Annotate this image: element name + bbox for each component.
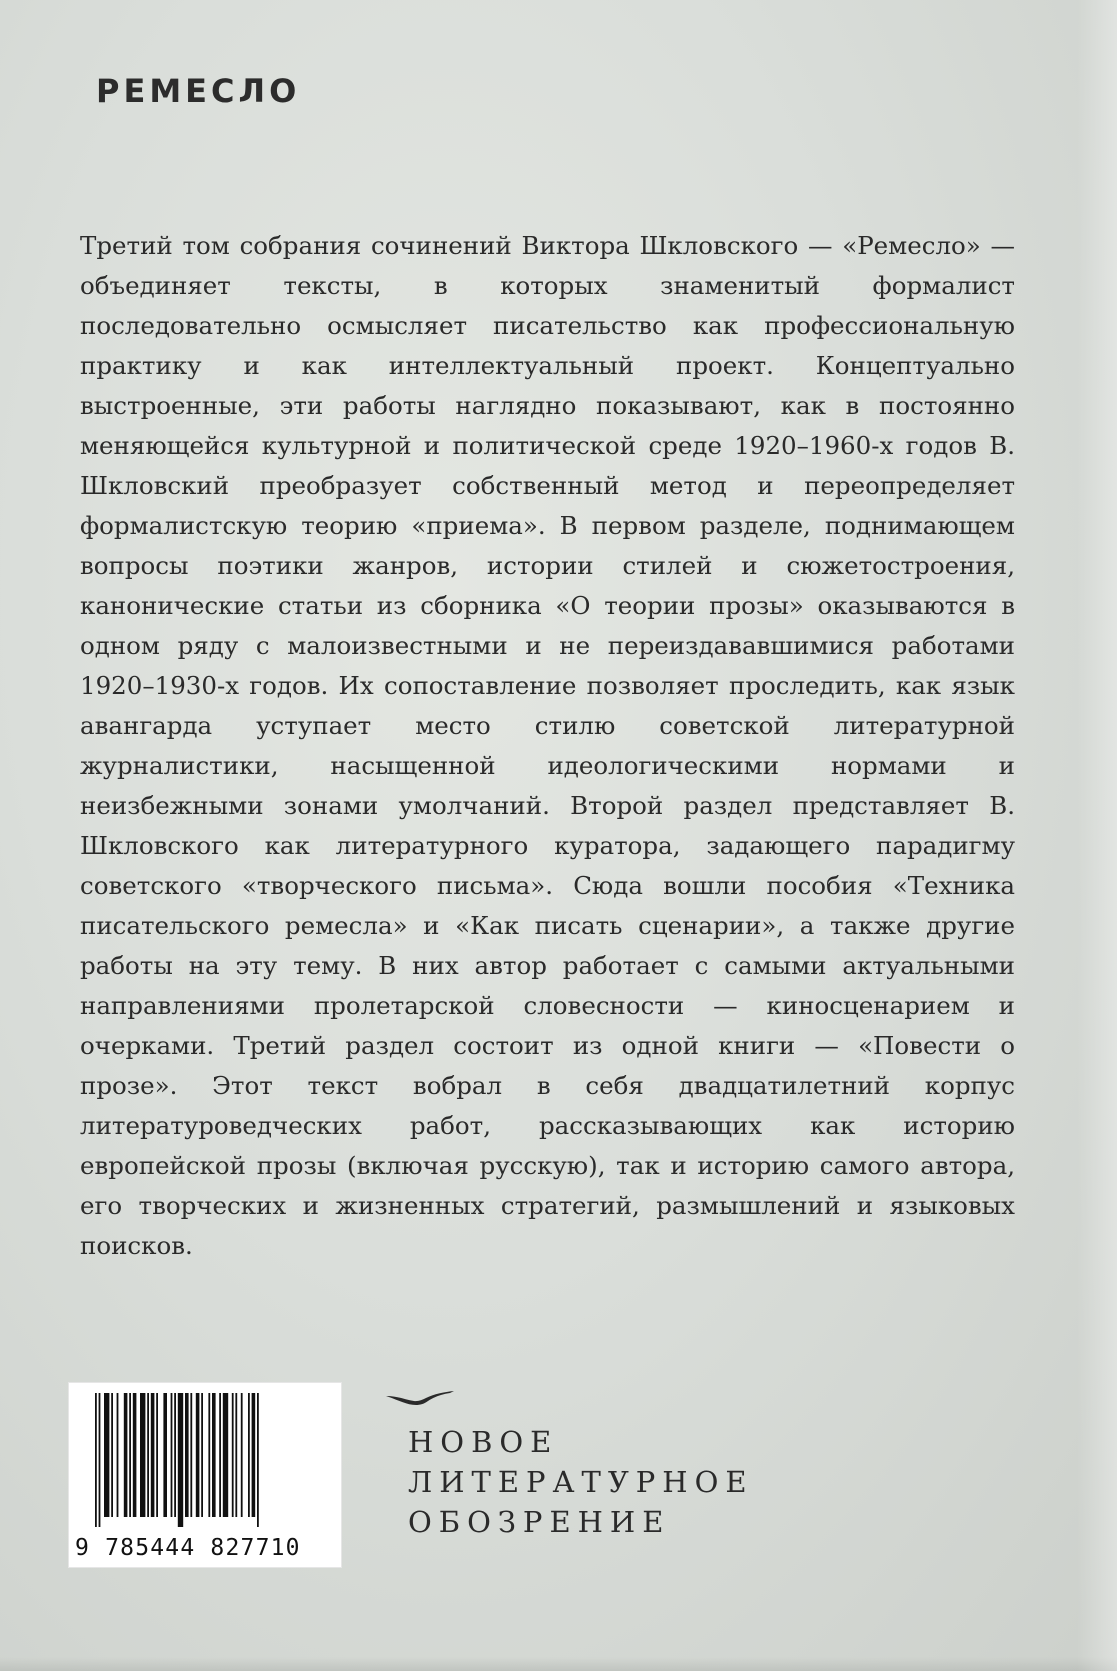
barcode-bar xyxy=(99,1393,101,1527)
book-description: Третий том собрания сочинений Виктора Шкловского — «Ремесло» — объединяет тексты, в которых знаменитый формалист последовательно осмысляет писательство как профессиональную практику и как интеллектуальный проект. Концептуально выстроенные, эти работы наглядно показывают, как в постоянно меняющейся культурной и политической среде 1920–1960-х годов В. Шкловский преобразует собственный метод и переопределяет формалистскую теорию «приема». В первом разделе, поднимающем вопросы поэтики жанров, истории стилей и сюжетостроения, канонические статьи из сборника «О теории прозы» оказываются в одном ряду с малоизвестными и не переиздававшимися работами 1920–1930-х годов. Их сопоставление позволяет проследить, как язык авангарда уступает место стилю советской литературной журналистики, насыщенной идеологическими нормами и неизбежными зонами умолчаний. Второй раздел представляет В. Шкловского как литературного куратора, задающего парадигму советского «творческого письма». Сюда вошли пособия «Техника писательского ремесла» и «Как писать сценарии», а также другие работы на эту тему. В них автор работает с самыми актуальными направлениями пролетарской словесности — киносценарием и очерками. Третий раздел состоит из одной книги — «Повести о прозе». Этот текст вобрал в себя двадцатилетний корпус литературоведческих работ, рассказывающих как историю европейской прозы (включая русскую), так и историю самого автора, его творческих и жизненных стратегий, размышлений и языковых поисков. xyxy=(80,231,1015,1260)
publisher-name-line-1: НОВОЕ xyxy=(408,1425,559,1459)
isbn-barcode xyxy=(68,1382,342,1568)
barcode-bar xyxy=(111,1393,113,1517)
barcode-bars xyxy=(95,1393,317,1527)
barcode-bar xyxy=(133,1393,137,1517)
publisher-name-line-3: ОБОЗРЕНИЕ xyxy=(408,1505,671,1539)
barcode-bar xyxy=(151,1393,155,1517)
barcode-bar xyxy=(147,1393,149,1517)
barcode-bar xyxy=(171,1393,173,1517)
barcode-bar xyxy=(156,1393,158,1517)
barcode-bar xyxy=(174,1393,176,1517)
barcode-bar xyxy=(124,1393,128,1517)
book-title: РЕМЕСЛО xyxy=(96,72,301,110)
cover-bottom-edge xyxy=(0,1657,1117,1671)
barcode-bar xyxy=(163,1393,167,1517)
barcode-bar xyxy=(241,1393,243,1517)
bird-icon xyxy=(384,1388,456,1410)
barcode-bar xyxy=(190,1393,192,1517)
isbn-number: 9 785444 827710 xyxy=(75,1535,301,1561)
barcode-bar xyxy=(185,1393,189,1517)
barcode-bar xyxy=(219,1393,221,1517)
barcode-bar xyxy=(95,1393,97,1527)
barcode-bar xyxy=(178,1393,183,1527)
barcode-bar xyxy=(257,1393,259,1527)
barcode-bar xyxy=(140,1393,145,1517)
publisher-logo xyxy=(408,1388,754,1542)
barcode-bar xyxy=(248,1393,250,1517)
barcode-bar xyxy=(232,1393,234,1517)
publisher-name-line-2: ЛИТЕРАТУРНОЕ xyxy=(408,1465,754,1499)
barcode-bar xyxy=(212,1393,216,1517)
barcode-bar xyxy=(208,1393,210,1517)
barcode-bar xyxy=(252,1393,256,1517)
barcode-bar xyxy=(201,1393,203,1517)
barcode-bar xyxy=(117,1393,119,1517)
barcode-bar xyxy=(196,1393,200,1517)
barcode-bar xyxy=(104,1393,109,1517)
barcode-bar xyxy=(235,1393,237,1517)
barcode-bar xyxy=(223,1393,228,1517)
barcode-bar xyxy=(129,1393,131,1517)
